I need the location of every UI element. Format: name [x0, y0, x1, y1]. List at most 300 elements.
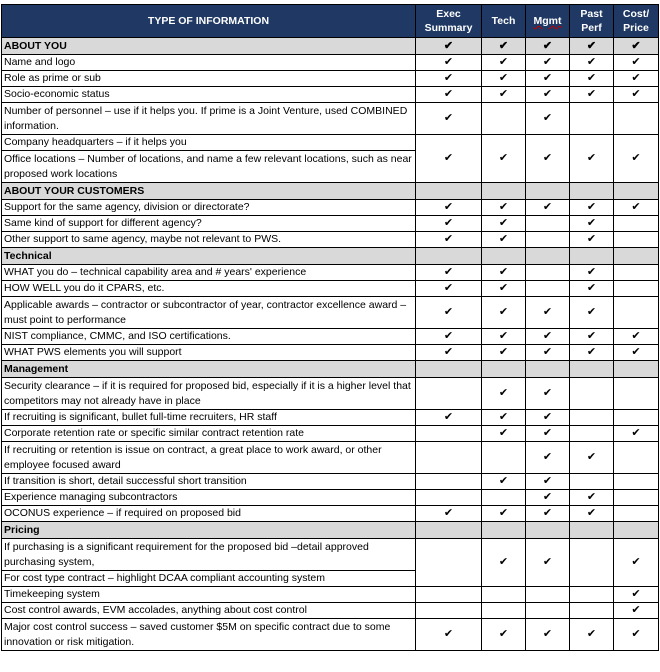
section-row — [2, 248, 659, 265]
check-cell — [416, 281, 482, 297]
check-cell — [570, 135, 614, 183]
check-cell — [482, 329, 526, 345]
checkmark-icon: ✔ — [586, 451, 597, 463]
checkmark-icon: ✔ — [586, 233, 597, 245]
check-cell — [526, 71, 570, 87]
table-row — [2, 619, 659, 651]
row-label: Security clearance – if it is required for proposed bid, especially if it is a higher level that competitors may not already have in place — [2, 378, 416, 410]
check-cell — [570, 474, 614, 490]
check-cell — [570, 506, 614, 522]
check-cell — [416, 410, 482, 426]
check-cell — [614, 183, 659, 200]
check-cell — [570, 361, 614, 378]
row-label: For cost type contract – highlight DCAA compliant accounting system — [2, 571, 416, 587]
check-cell — [482, 378, 526, 410]
check-cell — [614, 38, 659, 55]
check-cell — [570, 216, 614, 232]
checkmark-icon: ✔ — [443, 266, 454, 278]
row-label: Same kind of support for different agency? — [2, 216, 416, 232]
header-past-perf: Past Perf — [570, 5, 614, 38]
checkmark-icon: ✔ — [443, 112, 454, 124]
checkmark-icon: ✔ — [498, 306, 509, 318]
checkmark-icon: ✔ — [631, 604, 641, 616]
check-cell — [526, 603, 570, 619]
check-cell — [570, 522, 614, 539]
checkmark-icon: ✔ — [542, 556, 553, 568]
checkmark-icon: ✔ — [498, 556, 509, 568]
row-label: Name and logo — [2, 55, 416, 71]
header-mgmt — [526, 5, 570, 38]
check-cell — [614, 361, 659, 378]
check-cell — [482, 361, 526, 378]
checkmark-icon: ✔ — [586, 201, 597, 213]
check-cell — [614, 522, 659, 539]
check-cell — [570, 410, 614, 426]
check-cell — [614, 426, 659, 442]
check-cell — [416, 248, 482, 265]
check-cell — [614, 378, 659, 410]
checkmark-icon: ✔ — [498, 56, 509, 68]
checkmark-icon: ✔ — [542, 507, 553, 519]
check-cell — [526, 183, 570, 200]
checkmark-icon: ✔ — [498, 39, 509, 52]
checkmark-icon: ✔ — [586, 39, 597, 52]
checkmark-icon: ✔ — [542, 451, 553, 463]
checkmark-icon: ✔ — [443, 628, 454, 640]
check-cell — [416, 135, 482, 183]
check-cell — [482, 619, 526, 651]
checkmark-icon: ✔ — [498, 233, 509, 245]
table-row — [2, 216, 659, 232]
check-cell — [482, 410, 526, 426]
check-cell — [570, 103, 614, 135]
check-cell — [526, 216, 570, 232]
check-cell — [416, 297, 482, 329]
table-row — [2, 603, 659, 619]
check-cell — [526, 490, 570, 506]
check-cell — [526, 442, 570, 474]
table-row — [2, 474, 659, 490]
row-label: Role as prime or sub — [2, 71, 416, 87]
checkmark-icon: ✔ — [498, 427, 509, 439]
check-cell — [570, 71, 614, 87]
check-cell — [526, 539, 570, 587]
header-cost-price: Cost/ Price — [614, 5, 659, 38]
check-cell — [570, 87, 614, 103]
row-label: Experience managing subcontractors — [2, 490, 416, 506]
check-cell — [614, 490, 659, 506]
checkmark-icon: ✔ — [443, 88, 454, 100]
check-cell — [482, 248, 526, 265]
checkmark-icon: ✔ — [631, 39, 641, 52]
checkmark-icon: ✔ — [498, 266, 509, 278]
check-cell — [526, 587, 570, 603]
checkmark-icon: ✔ — [498, 217, 509, 229]
table-row — [2, 135, 659, 151]
check-cell — [526, 361, 570, 378]
section-row — [2, 183, 659, 200]
checkmark-icon: ✔ — [498, 152, 509, 164]
check-cell — [614, 297, 659, 329]
checkmark-icon: ✔ — [443, 330, 454, 342]
check-cell — [416, 603, 482, 619]
check-cell — [416, 490, 482, 506]
check-cell — [526, 297, 570, 329]
check-cell — [570, 297, 614, 329]
check-cell — [416, 587, 482, 603]
section-label: Pricing — [2, 522, 416, 539]
check-cell — [570, 265, 614, 281]
row-label: If purchasing is a significant requirement for the proposed bid –detail approved purchasing system, — [2, 539, 416, 571]
check-cell — [614, 474, 659, 490]
check-cell — [416, 329, 482, 345]
row-label: WHAT you do – technical capability area and # years' experience — [2, 265, 416, 281]
checkmark-icon: ✔ — [542, 112, 553, 124]
check-cell — [570, 281, 614, 297]
check-cell — [526, 329, 570, 345]
header-row — [2, 5, 659, 38]
check-cell — [614, 442, 659, 474]
check-cell — [570, 442, 614, 474]
section-row — [2, 361, 659, 378]
row-label: Applicable awards – contractor or subcontractor of year, contractor excellence award – must point to performance — [2, 297, 416, 329]
checkmark-icon: ✔ — [542, 475, 553, 487]
check-cell — [614, 265, 659, 281]
checkmark-icon: ✔ — [443, 56, 454, 68]
checkmark-icon: ✔ — [443, 507, 454, 519]
checkmark-icon: ✔ — [542, 201, 553, 213]
checkmark-icon: ✔ — [542, 306, 553, 318]
checkmark-icon: ✔ — [498, 411, 509, 423]
row-label: If recruiting is significant, bullet full-time recruiters, HR staff — [2, 410, 416, 426]
checkmark-icon: ✔ — [631, 628, 641, 640]
checkmark-icon: ✔ — [586, 266, 597, 278]
check-cell — [614, 232, 659, 248]
table-row — [2, 378, 659, 410]
checkmark-icon: ✔ — [498, 72, 509, 84]
check-cell — [482, 426, 526, 442]
header-exec-summary: Exec Summary — [416, 5, 482, 38]
section-label: Management — [2, 361, 416, 378]
check-cell — [614, 539, 659, 587]
check-cell — [526, 410, 570, 426]
check-cell — [482, 200, 526, 216]
checkmark-icon: ✔ — [586, 88, 597, 100]
check-cell — [614, 103, 659, 135]
table-row — [2, 539, 659, 571]
checkmark-icon: ✔ — [586, 72, 597, 84]
table-row — [2, 490, 659, 506]
check-cell — [416, 522, 482, 539]
checkmark-icon: ✔ — [542, 427, 553, 439]
checkmark-icon: ✔ — [586, 628, 597, 640]
check-cell — [614, 410, 659, 426]
check-cell — [614, 200, 659, 216]
information-matrix-table — [1, 4, 659, 651]
check-cell — [482, 232, 526, 248]
checkmark-icon: ✔ — [586, 330, 597, 342]
check-cell — [416, 619, 482, 651]
check-cell — [570, 587, 614, 603]
check-cell — [570, 232, 614, 248]
checkmark-icon: ✔ — [542, 411, 553, 423]
checkmark-icon: ✔ — [631, 72, 641, 84]
checkmark-icon: ✔ — [631, 152, 641, 164]
check-cell — [570, 248, 614, 265]
check-cell — [614, 506, 659, 522]
checkmark-icon: ✔ — [542, 152, 553, 164]
check-cell — [482, 345, 526, 361]
check-cell — [570, 378, 614, 410]
checkmark-icon: ✔ — [498, 628, 509, 640]
checkmark-icon: ✔ — [631, 346, 641, 358]
row-label: Timekeeping system — [2, 587, 416, 603]
check-cell — [526, 522, 570, 539]
row-label: Cost control awards, EVM accolades, anything about cost control — [2, 603, 416, 619]
checkmark-icon: ✔ — [443, 201, 454, 213]
check-cell — [416, 361, 482, 378]
check-cell — [416, 265, 482, 281]
section-label: ABOUT YOUR CUSTOMERS — [2, 183, 416, 200]
checkmark-icon: ✔ — [443, 152, 454, 164]
table-row — [2, 442, 659, 474]
table-row — [2, 426, 659, 442]
check-cell — [482, 265, 526, 281]
row-label: WHAT PWS elements you will support — [2, 345, 416, 361]
table-row — [2, 232, 659, 248]
table-row — [2, 345, 659, 361]
checkmark-icon: ✔ — [498, 475, 509, 487]
section-label: ABOUT YOU — [2, 38, 416, 55]
checkmark-icon: ✔ — [631, 88, 641, 100]
checkmark-icon: ✔ — [542, 346, 553, 358]
checkmark-icon: ✔ — [498, 346, 509, 358]
check-cell — [526, 378, 570, 410]
row-label: OCONUS experience – if required on proposed bid — [2, 506, 416, 522]
row-label: NIST compliance, CMMC, and ISO certifications. — [2, 329, 416, 345]
check-cell — [416, 474, 482, 490]
check-cell — [482, 103, 526, 135]
check-cell — [482, 603, 526, 619]
check-cell — [482, 183, 526, 200]
check-cell — [526, 506, 570, 522]
check-cell — [482, 442, 526, 474]
check-cell — [482, 281, 526, 297]
check-cell — [526, 345, 570, 361]
check-cell — [526, 200, 570, 216]
check-cell — [614, 587, 659, 603]
row-label: Corporate retention rate or specific similar contract retention rate — [2, 426, 416, 442]
check-cell — [526, 103, 570, 135]
check-cell — [416, 442, 482, 474]
header-mgmt-label: Mgmt — [533, 15, 562, 27]
check-cell — [526, 426, 570, 442]
checkmark-icon: ✔ — [586, 56, 597, 68]
check-cell — [614, 87, 659, 103]
check-cell — [570, 55, 614, 71]
check-cell — [614, 603, 659, 619]
check-cell — [482, 216, 526, 232]
row-label: Support for the same agency, division or directorate? — [2, 200, 416, 216]
row-label: HOW WELL you do it CPARS, etc. — [2, 281, 416, 297]
checkmark-icon: ✔ — [443, 282, 454, 294]
table-body — [2, 38, 659, 651]
check-cell — [526, 265, 570, 281]
table-row — [2, 329, 659, 345]
check-cell — [482, 539, 526, 587]
checkmark-icon: ✔ — [542, 88, 553, 100]
check-cell — [614, 71, 659, 87]
check-cell — [526, 135, 570, 183]
table-row — [2, 281, 659, 297]
check-cell — [482, 55, 526, 71]
check-cell — [482, 38, 526, 55]
check-cell — [482, 474, 526, 490]
checkmark-icon: ✔ — [542, 330, 553, 342]
checkmark-icon: ✔ — [542, 56, 553, 68]
check-cell — [526, 281, 570, 297]
check-cell — [570, 345, 614, 361]
row-label: If recruiting or retention is issue on contract, a great place to work award, or other employee focused award — [2, 442, 416, 474]
check-cell — [416, 506, 482, 522]
checkmark-icon: ✔ — [443, 346, 454, 358]
check-cell — [416, 216, 482, 232]
table-row — [2, 55, 659, 71]
checkmark-icon: ✔ — [542, 39, 553, 52]
check-cell — [416, 55, 482, 71]
checkmark-icon: ✔ — [542, 72, 553, 84]
row-label: Major cost control success – saved customer $5M on specific contract due to some innovation or risk mitigation. — [2, 619, 416, 651]
check-cell — [526, 232, 570, 248]
checkmark-icon: ✔ — [542, 491, 553, 503]
check-cell — [614, 619, 659, 651]
checkmark-icon: ✔ — [631, 427, 641, 439]
checkmark-icon: ✔ — [498, 201, 509, 213]
check-cell — [416, 426, 482, 442]
check-cell — [526, 87, 570, 103]
table-row — [2, 587, 659, 603]
row-label: Company headquarters – if it helps you — [2, 135, 416, 151]
table-row — [2, 71, 659, 87]
row-label: If transition is short, detail successful short transition — [2, 474, 416, 490]
table-row — [2, 506, 659, 522]
check-cell — [570, 38, 614, 55]
table-row — [2, 410, 659, 426]
checkmark-icon: ✔ — [586, 152, 597, 164]
table-row — [2, 297, 659, 329]
checkmark-icon: ✔ — [498, 88, 509, 100]
check-cell — [482, 522, 526, 539]
checkmark-icon: ✔ — [443, 72, 454, 84]
check-cell — [416, 71, 482, 87]
checkmark-icon: ✔ — [443, 39, 454, 52]
table-row — [2, 87, 659, 103]
checkmark-icon: ✔ — [542, 387, 553, 399]
check-cell — [526, 474, 570, 490]
check-cell — [614, 216, 659, 232]
check-cell — [570, 183, 614, 200]
check-cell — [570, 200, 614, 216]
check-cell — [416, 87, 482, 103]
check-cell — [482, 87, 526, 103]
checkmark-icon: ✔ — [586, 217, 597, 229]
check-cell — [416, 232, 482, 248]
header-type-of-information: TYPE OF INFORMATION — [2, 5, 416, 38]
section-label: Technical — [2, 248, 416, 265]
check-cell — [570, 426, 614, 442]
check-cell — [570, 603, 614, 619]
checkmark-icon: ✔ — [498, 507, 509, 519]
checkmark-icon: ✔ — [586, 346, 597, 358]
table-row — [2, 200, 659, 216]
check-cell — [526, 55, 570, 71]
check-cell — [482, 490, 526, 506]
check-cell — [482, 71, 526, 87]
checkmark-icon: ✔ — [586, 306, 597, 318]
checkmark-icon: ✔ — [443, 233, 454, 245]
check-cell — [570, 329, 614, 345]
row-label: Number of personnel – use if it helps you. If prime is a Joint Venture, used COMBINED information. — [2, 103, 416, 135]
checkmark-icon: ✔ — [586, 491, 597, 503]
check-cell — [482, 587, 526, 603]
checkmark-icon: ✔ — [631, 556, 641, 568]
checkmark-icon: ✔ — [443, 411, 454, 423]
checkmark-icon: ✔ — [542, 628, 553, 640]
check-cell — [482, 135, 526, 183]
check-cell — [482, 506, 526, 522]
checkmark-icon: ✔ — [443, 217, 454, 229]
checkmark-icon: ✔ — [631, 330, 641, 342]
checkmark-icon: ✔ — [631, 201, 641, 213]
check-cell — [614, 135, 659, 183]
checkmark-icon: ✔ — [498, 387, 509, 399]
check-cell — [416, 38, 482, 55]
table-row — [2, 103, 659, 135]
check-cell — [482, 297, 526, 329]
row-label: Socio-economic status — [2, 87, 416, 103]
check-cell — [614, 248, 659, 265]
check-cell — [526, 248, 570, 265]
row-label: Office locations – Number of locations, and name a few relevant locations, such as near proposed work locations — [2, 151, 416, 183]
row-label: Other support to same agency, maybe not relevant to PWS. — [2, 232, 416, 248]
check-cell — [614, 281, 659, 297]
check-cell — [570, 619, 614, 651]
check-cell — [614, 345, 659, 361]
checkmark-icon: ✔ — [631, 588, 641, 600]
checkmark-icon: ✔ — [586, 282, 597, 294]
check-cell — [416, 378, 482, 410]
check-cell — [416, 103, 482, 135]
check-cell — [526, 619, 570, 651]
check-cell — [416, 345, 482, 361]
checkmark-icon: ✔ — [498, 330, 509, 342]
header-tech: Tech — [482, 5, 526, 38]
check-cell — [614, 329, 659, 345]
check-cell — [614, 55, 659, 71]
checkmark-icon: ✔ — [443, 306, 454, 318]
checkmark-icon: ✔ — [586, 507, 597, 519]
check-cell — [416, 539, 482, 587]
section-row — [2, 522, 659, 539]
checkmark-icon: ✔ — [631, 56, 641, 68]
check-cell — [526, 38, 570, 55]
section-row — [2, 38, 659, 55]
check-cell — [416, 200, 482, 216]
checkmark-icon: ✔ — [498, 282, 509, 294]
check-cell — [570, 490, 614, 506]
check-cell — [416, 183, 482, 200]
table-row — [2, 265, 659, 281]
